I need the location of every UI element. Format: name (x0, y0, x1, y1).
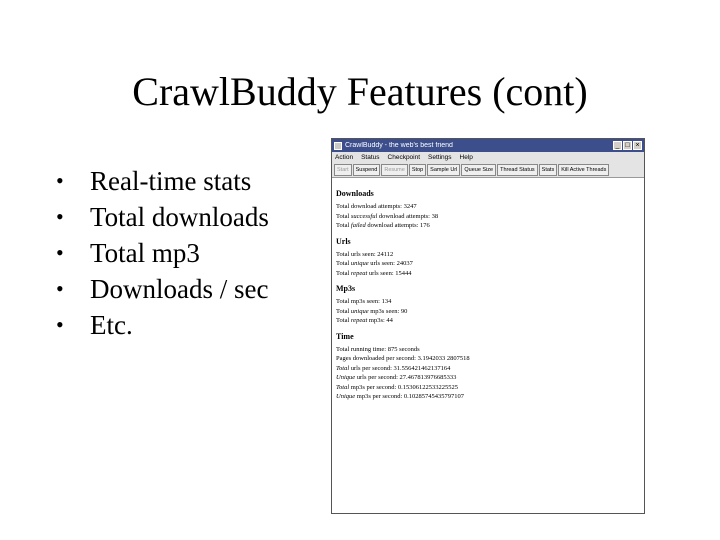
stat-line: Total failed download attempts: 176 (336, 222, 430, 229)
downloads-heading: Downloads (336, 189, 374, 198)
urls-heading: Urls (336, 236, 351, 246)
bullet-text: Total mp3 (90, 238, 200, 268)
stat-line: Total urls per second: 31.556421462137164 (336, 364, 451, 372)
thread-status-button[interactable]: Thread Status (497, 164, 538, 176)
stats-panel (332, 178, 644, 402)
stat-line: Total unique urls seen: 24037 (336, 260, 413, 267)
bullet-item (56, 199, 269, 235)
stat-line: Total successful download attempts: 38 (336, 212, 439, 220)
mp3s-heading: Mp3s (336, 284, 356, 293)
stats-button[interactable]: Stats (539, 164, 558, 176)
stat-line: Total unique mp3s seen: 90 (336, 307, 408, 315)
window-titlebar[interactable] (332, 139, 644, 152)
bullet-text: Downloads / sec (90, 274, 269, 304)
slide-title: CrawlBuddy Features (cont) (132, 69, 588, 114)
minimize-button[interactable]: _ (613, 141, 622, 150)
time-heading: Time (336, 331, 354, 341)
suspend-button[interactable]: Suspend (353, 164, 381, 176)
stat-line: Total repeat mp3s: 44 (336, 317, 393, 324)
start-button[interactable]: Start (334, 164, 352, 176)
stat-line: Total urls seen: 24112 (336, 250, 394, 258)
bullet-text: Etc. (90, 310, 133, 340)
menu-settings[interactable]: Settings (428, 154, 452, 161)
bullet-marker: • (56, 240, 64, 265)
bullet-item (56, 235, 269, 271)
stat-line: Unique urls per second: 27.467813976685333 (336, 374, 457, 381)
stat-line: Pages downloaded per second: 3.1942033 2807518 (336, 355, 470, 362)
close-button[interactable]: × (633, 141, 642, 150)
window-title: CrawlBuddy - the web's best friend (345, 142, 453, 149)
bullet-marker: • (56, 168, 64, 193)
bullet-text: Total downloads (90, 202, 269, 232)
menu-checkpoint[interactable]: Checkpoint (387, 154, 421, 161)
stat-line: Total download attempts: 3247 (336, 203, 417, 210)
stat-line: Unique mp3s per second: 0.10285745435797107 (336, 393, 465, 400)
stat-line: Total mp3s per second: 0.15306122533225525 (336, 383, 459, 391)
bullet-marker: • (56, 204, 64, 229)
bullet-marker: • (56, 276, 64, 301)
menu-bar (332, 152, 644, 163)
bullet-marker: • (56, 312, 64, 337)
bullet-item (56, 307, 269, 343)
bullet-item (56, 163, 269, 199)
stat-line: Total running time: 875 seconds (336, 345, 420, 353)
stat-line: Total mp3s seen: 134 (336, 298, 392, 305)
resume-button[interactable]: Resume (381, 164, 407, 176)
sample-url-button[interactable]: Sample Url (427, 164, 460, 176)
toolbar (332, 163, 644, 178)
stat-line: Total repeat urls seen: 15444 (336, 269, 412, 277)
menu-status[interactable]: Status (361, 154, 380, 161)
bullet-text: Real-time stats (90, 166, 252, 196)
queue-size-button[interactable]: Queue Size (461, 164, 496, 176)
bullet-list (56, 163, 269, 343)
app-icon (334, 142, 342, 150)
app-window-screenshot (331, 138, 645, 514)
menu-help[interactable]: Help (459, 154, 473, 161)
bullet-item (56, 271, 269, 307)
menu-action[interactable]: Action (335, 154, 354, 161)
kill-active-threads-button[interactable]: Kill Active Threads (558, 164, 609, 176)
stop-button[interactable]: Stop (409, 164, 426, 176)
maximize-button[interactable]: □ (623, 141, 632, 150)
